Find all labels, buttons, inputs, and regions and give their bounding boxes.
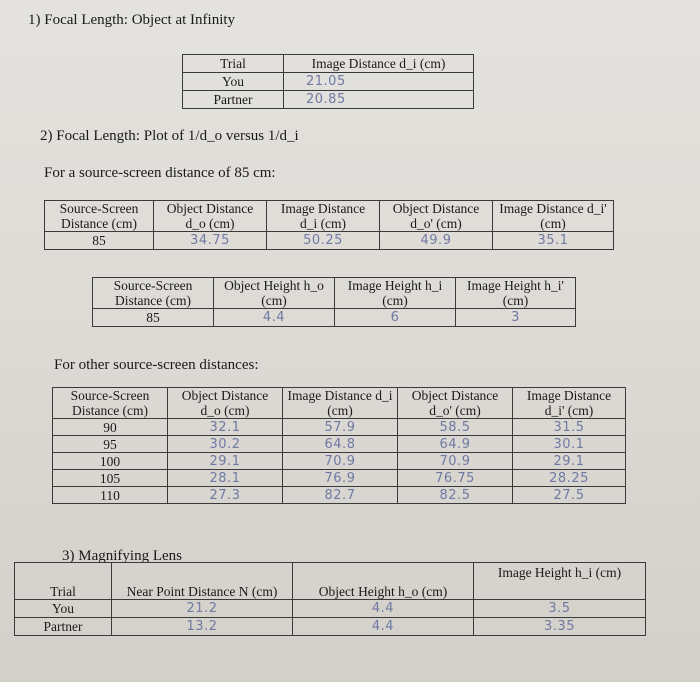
- handwritten-value: 58.5: [398, 419, 513, 436]
- handwritten-value: 64.8: [283, 436, 398, 453]
- row-label: Partner: [183, 91, 284, 109]
- handwritten-value: 27.5: [513, 487, 626, 504]
- header-cell: Image Height h_i (cm): [335, 278, 456, 309]
- handwritten-value: 27.3: [168, 487, 283, 504]
- header-cell: Image Height h_i' (cm): [456, 278, 576, 309]
- magnifying-lens-table: [14, 562, 646, 636]
- header-cell: Object Height h_o (cm): [293, 563, 474, 600]
- handwritten-value: 32.1: [168, 419, 283, 436]
- data-cell: 85: [93, 309, 214, 327]
- section2-subtitle: For a source-screen distance of 85 cm:: [44, 165, 276, 181]
- data-cell: 95: [53, 436, 168, 453]
- other-distances-label: For other source-screen distances:: [54, 357, 259, 373]
- section2-title: 2) Focal Length: Plot of 1/d_o versus 1/d_i: [40, 128, 299, 144]
- section3-title: 3) Magnifying Lens: [62, 548, 182, 564]
- section1-table: [182, 54, 474, 109]
- table-row: [53, 470, 626, 487]
- handwritten-value: 64.9: [398, 436, 513, 453]
- handwritten-value: 57.9: [283, 419, 398, 436]
- header-cell: Object Distance d_o (cm): [154, 201, 267, 232]
- handwritten-value: 4.4: [293, 600, 474, 618]
- table-85cm-heights: [92, 277, 576, 327]
- row-label: You: [15, 600, 112, 618]
- handwritten-value: 34.75: [154, 232, 267, 250]
- table-row: [53, 453, 626, 470]
- table-row: [15, 600, 646, 618]
- handwritten-value: 31.5: [513, 419, 626, 436]
- trial-header: Trial: [15, 563, 112, 600]
- header-cell: Source-Screen Distance (cm): [45, 201, 154, 232]
- handwritten-value: 4.4: [293, 618, 474, 636]
- handwritten-value: 20.85: [284, 91, 474, 109]
- handwritten-value: 76.9: [283, 470, 398, 487]
- handwritten-value: 3.5: [474, 600, 646, 618]
- handwritten-value: 21.05: [284, 73, 474, 91]
- handwritten-value: 82.5: [398, 487, 513, 504]
- handwritten-value: 76.75: [398, 470, 513, 487]
- table-row: [15, 618, 646, 636]
- header-cell: Image Distance d_i (cm): [283, 388, 398, 419]
- handwritten-value: 3: [456, 309, 576, 327]
- handwritten-value: 70.9: [283, 453, 398, 470]
- handwritten-value: 3.35: [474, 618, 646, 636]
- handwritten-value: 30.2: [168, 436, 283, 453]
- handwritten-value: 30.1: [513, 436, 626, 453]
- data-cell: 90: [53, 419, 168, 436]
- handwritten-value: 35.1: [493, 232, 614, 250]
- data-cell: 85: [45, 232, 154, 250]
- handwritten-value: 82.7: [283, 487, 398, 504]
- handwritten-value: 29.1: [513, 453, 626, 470]
- header-cell: Source-Screen Distance (cm): [93, 278, 214, 309]
- table-row: [53, 487, 626, 504]
- header-cell: Image Height h_i (cm): [474, 563, 646, 600]
- data-cell: 110: [53, 487, 168, 504]
- handwritten-value: 29.1: [168, 453, 283, 470]
- row-label: You: [183, 73, 284, 91]
- header-cell: Source-Screen Distance (cm): [53, 388, 168, 419]
- table-85cm-distances: [44, 200, 614, 250]
- header-cell: Object Distance d_o' (cm): [380, 201, 493, 232]
- handwritten-value: 6: [335, 309, 456, 327]
- header-cell: Image Distance d_i' (cm): [513, 388, 626, 419]
- handwritten-value: 70.9: [398, 453, 513, 470]
- handwritten-value: 21.2: [112, 600, 293, 618]
- header-cell: Object Distance d_o (cm): [168, 388, 283, 419]
- table-row: [53, 436, 626, 453]
- row-label: Partner: [15, 618, 112, 636]
- header-cell: Object Distance d_o' (cm): [398, 388, 513, 419]
- header-cell: Image Distance d_i' (cm): [493, 201, 614, 232]
- table-other-distances: [52, 387, 626, 504]
- handwritten-value: 28.25: [513, 470, 626, 487]
- header-cell: Near Point Distance N (cm): [112, 563, 293, 600]
- trial-header: Trial: [183, 55, 284, 73]
- handwritten-value: 50.25: [267, 232, 380, 250]
- handwritten-value: 28.1: [168, 470, 283, 487]
- image-distance-header: Image Distance d_i (cm): [284, 55, 474, 73]
- handwritten-value: 49.9: [380, 232, 493, 250]
- data-cell: 105: [53, 470, 168, 487]
- handwritten-value: 13.2: [112, 618, 293, 636]
- section1-title: 1) Focal Length: Object at Infinity: [28, 12, 236, 28]
- header-cell: Image Distance d_i (cm): [267, 201, 380, 232]
- header-cell: Object Height h_o (cm): [214, 278, 335, 309]
- handwritten-value: 4.4: [214, 309, 335, 327]
- table-row: [53, 419, 626, 436]
- data-cell: 100: [53, 453, 168, 470]
